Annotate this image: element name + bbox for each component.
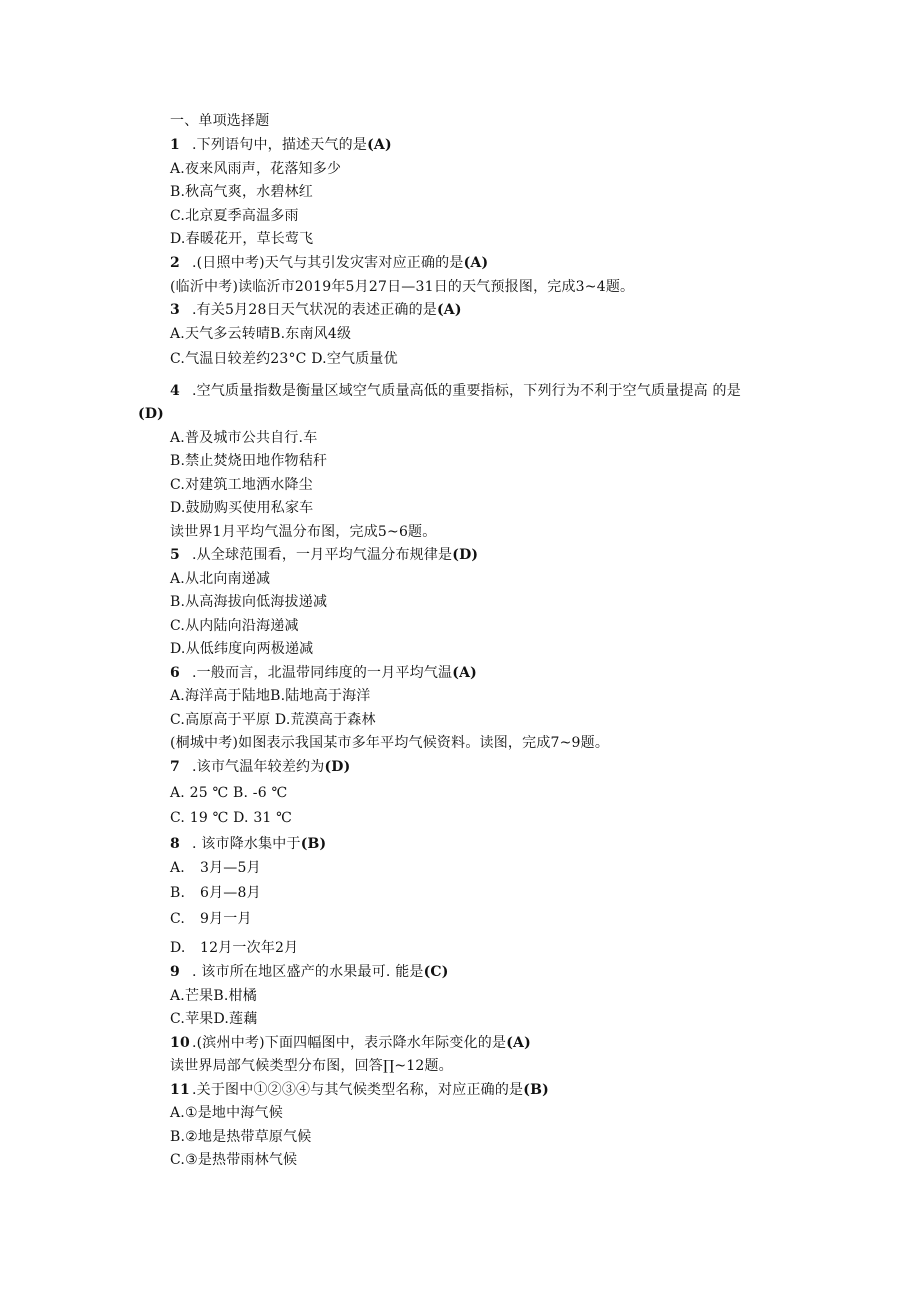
option-text: 6月—8月 <box>200 885 261 901</box>
option: A.芒果B.柑橘 <box>170 988 257 1004</box>
intro-11-12: 读世界局部气候类型分布图，回答∏~12题。 <box>170 1058 453 1074</box>
question-number: 1 <box>170 137 180 153</box>
question-3 <box>170 301 462 319</box>
answer: (D) <box>452 547 479 563</box>
question-text: . 该市降水集中于 <box>192 836 301 852</box>
answer: (A) <box>436 302 462 318</box>
question-5 <box>170 546 478 564</box>
question-9 <box>170 963 449 981</box>
intro-3-4: (临沂中考)读临沂市2019年5月27日—31日的天气预报图，完成3~4题。 <box>170 279 635 295</box>
intro-7-9: (桐城中考)如图表示我国某市多年平均气候资料。读图，完成7~9题。 <box>170 735 610 751</box>
question-11 <box>170 1081 549 1099</box>
option <box>170 939 298 957</box>
answer: (B) <box>300 836 327 852</box>
answer: (C) <box>423 964 449 980</box>
option: A.海洋高于陆地B.陆地高于海洋 <box>170 688 371 704</box>
question-text: .该市气温年较差约为 <box>192 759 325 775</box>
option: C.气温日较差约23°C D.空气质量优 <box>170 351 398 367</box>
option: A. 25 ℃ B. -6 ℃ <box>170 785 288 801</box>
answer: (D) <box>324 759 351 775</box>
option <box>170 859 261 877</box>
answer: (A) <box>506 1035 531 1051</box>
question-2 <box>170 254 488 272</box>
option: A.夜来风雨声，花落知多少 <box>170 161 342 177</box>
option: A.普及城市公共自行.车 <box>170 430 318 446</box>
answer: (A) <box>367 137 392 153</box>
option: B.从高海拔向低海拔递减 <box>170 594 328 610</box>
question-number: 10 <box>170 1035 190 1051</box>
question-text: .一般而言，北温带同纬度的一月平均气温 <box>192 665 453 681</box>
question-text: .从全球范围看，一月平均气温分布规律是 <box>192 547 453 563</box>
answer: (A) <box>463 255 489 271</box>
option: B.②地是热带草原气候 <box>170 1129 312 1145</box>
option: A.天气多云转晴B.东南风4级 <box>170 326 352 342</box>
question-number: 4 <box>170 383 180 399</box>
option <box>170 910 252 928</box>
question-6 <box>170 664 477 682</box>
answer: (B) <box>523 1082 549 1098</box>
question-number: 2 <box>170 255 180 271</box>
option: A.①是地中海气候 <box>170 1105 283 1121</box>
question-7 <box>170 758 350 776</box>
option: C.从内陆向沿海递减 <box>170 618 299 634</box>
option: C. 19 ℃ D. 31 ℃ <box>170 810 293 826</box>
question-text: .(日照中考)天气与其引发灾害对应正确的是 <box>192 255 464 271</box>
option-letter: D. <box>170 940 186 956</box>
option-letter: B. <box>170 885 186 901</box>
option: C.③是热带雨林气候 <box>170 1152 298 1168</box>
question-text: .下列语句中，描述天气的是 <box>192 137 368 153</box>
question-number: 6 <box>170 665 180 681</box>
option: C.对建筑工地洒水降尘 <box>170 477 313 493</box>
question-number: 7 <box>170 759 180 775</box>
option-letter: C. <box>170 911 186 927</box>
option-letter: A. <box>170 860 185 876</box>
option: C.北京夏季高温多雨 <box>170 208 299 224</box>
section-title: 一、单项选择题 <box>170 113 270 129</box>
question-number: 5 <box>170 547 180 563</box>
option <box>170 884 261 902</box>
question-10 <box>170 1034 531 1052</box>
option: C.苹果D.莲藕 <box>170 1011 258 1027</box>
question-number: 3 <box>170 302 180 318</box>
question-text: .空气质量指数是衡量区域空气质量高低的重要指标，下列行为不利于空气质量提高 的是 <box>192 383 741 399</box>
option: D.春暖花开，草长莺飞 <box>170 231 314 247</box>
question-text: .关于图中①②③④与其气候类型名称，对应正确的是 <box>192 1082 524 1098</box>
question-number: 9 <box>170 964 180 980</box>
option-text: 3月—5月 <box>200 860 261 876</box>
question-number: 8 <box>170 836 180 852</box>
question-number: 11 <box>170 1082 190 1098</box>
question-8 <box>170 835 326 853</box>
option: D.鼓励购买使用私家车 <box>170 500 314 516</box>
question-1 <box>170 136 392 154</box>
option: B.禁止焚烧田地作物秸秆 <box>170 453 328 469</box>
question-text: .(滨州中考)下面四幅图中，表示降水年际变化的是 <box>192 1035 507 1051</box>
intro-5-6: 读世界1月平均气温分布图，完成5~6题。 <box>170 524 437 540</box>
answer: (D) <box>138 406 164 422</box>
answer: (A) <box>452 665 477 681</box>
option-text: 9月一月 <box>200 911 252 927</box>
question-4 <box>170 382 741 400</box>
question-4-answer <box>138 405 164 423</box>
option: C.高原高于平原 D.荒漠高于森林 <box>170 712 376 728</box>
question-text: . 该市所在地区盛产的水果最可. 能是 <box>192 964 424 980</box>
option: D.从低纬度向两极递减 <box>170 641 314 657</box>
option: A.从北向南递减 <box>170 571 271 587</box>
question-text: .有关5月28日天气状况的表述正确的是 <box>192 302 437 318</box>
option-text: 12月一次年2月 <box>200 940 299 956</box>
option: B.秋高气爽，水碧林红 <box>170 184 313 200</box>
